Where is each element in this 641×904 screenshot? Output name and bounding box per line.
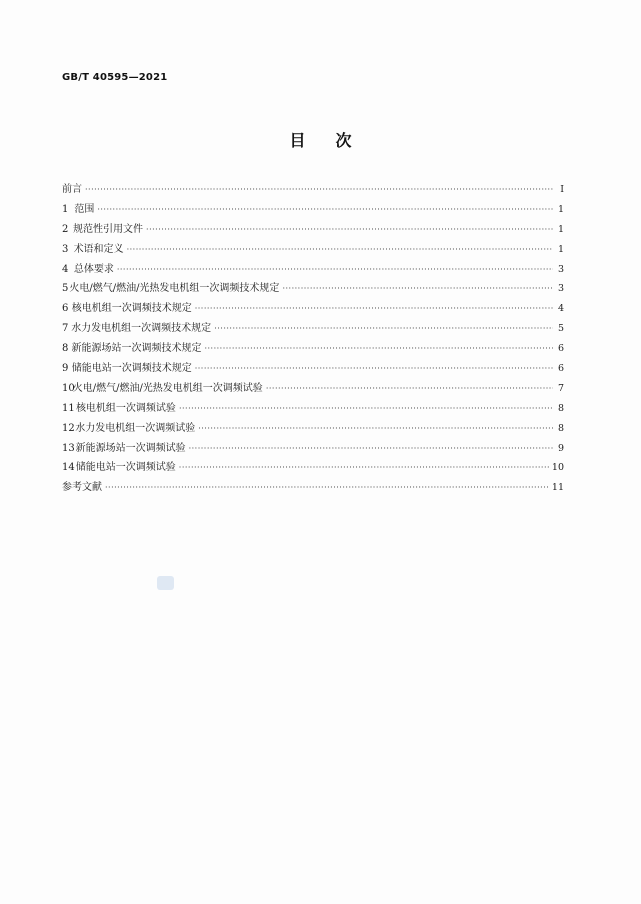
toc-entry-label: 水力发电机组一次调频技术规定 xyxy=(71,323,212,335)
toc-entry-label: 核电机组一次调频技术规定 xyxy=(71,303,192,315)
toc-leader-dots xyxy=(97,200,553,220)
toc-leader-dots xyxy=(266,379,553,399)
toc-entry-foreword[interactable] xyxy=(62,180,564,200)
toc-entry-14[interactable] xyxy=(62,458,564,478)
toc-entry-page: 1 xyxy=(557,243,564,255)
toc-entry-number: 2 xyxy=(62,223,69,235)
toc-entry-12[interactable] xyxy=(62,419,564,439)
watermark-logo-icon xyxy=(157,576,174,590)
toc-entry-page: I xyxy=(560,184,564,195)
toc-entry-label: 水力发电机组一次调频试验 xyxy=(75,422,196,434)
toc-entry-page: 5 xyxy=(557,323,564,335)
toc-entry-bibliography[interactable] xyxy=(62,478,564,498)
toc-leader-dots xyxy=(127,240,553,260)
toc-entry-number: 6 xyxy=(62,303,69,315)
toc-leader-dots xyxy=(179,399,553,419)
toc-entry-label: 火电/燃气/燃油/光热发电机组一次调频技术规定 xyxy=(69,283,280,295)
toc-entry-page: 3 xyxy=(557,283,564,295)
toc-heading-char-2: 次 xyxy=(335,131,352,150)
toc-entry-number: 10 xyxy=(62,382,75,394)
toc-entry-number: 14 xyxy=(62,462,75,474)
toc-leader-dots xyxy=(117,260,553,280)
toc-entry-label: 新能源场站一次调频试验 xyxy=(75,442,186,454)
toc-entry-label: 总体要求 xyxy=(73,263,114,275)
toc-entry-page: 9 xyxy=(557,442,564,454)
toc-entry-number: 11 xyxy=(62,402,75,414)
toc-leader-dots xyxy=(204,339,553,359)
toc-entry-number: 13 xyxy=(62,442,75,454)
toc-leader-dots xyxy=(198,419,553,439)
toc-entry-label: 新能源场站一次调频技术规定 xyxy=(71,343,202,355)
toc-entry-page: 10 xyxy=(551,462,564,474)
toc-leader-dots xyxy=(282,279,553,299)
toc-leader-dots xyxy=(214,319,553,339)
toc-entry-page: 1 xyxy=(557,223,564,235)
toc-entry-6[interactable] xyxy=(62,299,564,319)
toc-leader-dots xyxy=(85,180,553,200)
toc-entry-number: 3 xyxy=(62,243,69,255)
toc-entry-9[interactable] xyxy=(62,359,564,379)
toc-entry-number: 1 xyxy=(62,203,69,215)
toc-heading xyxy=(0,128,641,151)
toc-entry-number: 7 xyxy=(62,323,69,335)
toc-entry-3[interactable] xyxy=(62,240,564,260)
toc-entry-page: 8 xyxy=(557,422,564,434)
toc-entry-label: 参考文献 xyxy=(62,482,102,494)
toc-entry-page: 6 xyxy=(557,363,564,375)
toc-entry-label: 前言 xyxy=(62,184,82,195)
toc-entry-label: 范围 xyxy=(74,203,95,215)
toc-entry-10[interactable] xyxy=(62,379,564,399)
standard-code: GB/T 40595—2021 xyxy=(62,72,168,83)
toc-entry-number: 5 xyxy=(62,283,69,295)
toc-entry-13[interactable] xyxy=(62,439,564,459)
toc-entry-number: 8 xyxy=(62,343,69,355)
toc-entry-number: 12 xyxy=(62,422,75,434)
toc-entry-label: 储能电站一次调频技术规定 xyxy=(71,363,192,375)
toc-entry-page: 4 xyxy=(557,303,564,315)
toc-entry-page: 6 xyxy=(557,343,564,355)
toc-entry-4[interactable] xyxy=(62,260,564,280)
toc-entry-5[interactable] xyxy=(62,279,564,299)
toc-entry-page: 11 xyxy=(551,482,564,494)
table-of-contents xyxy=(62,180,564,498)
toc-leader-dots xyxy=(179,458,549,478)
toc-entry-2[interactable] xyxy=(62,220,564,240)
toc-entry-7[interactable] xyxy=(62,319,564,339)
toc-entry-8[interactable] xyxy=(62,339,564,359)
toc-entry-page: 8 xyxy=(557,402,564,414)
toc-leader-dots xyxy=(146,220,553,240)
toc-entry-label: 术语和定义 xyxy=(73,243,124,255)
toc-leader-dots xyxy=(195,359,553,379)
toc-entry-label: 储能电站一次调频试验 xyxy=(75,462,176,474)
toc-entry-label: 规范性引用文件 xyxy=(73,223,144,235)
toc-entry-page: 1 xyxy=(557,203,564,215)
toc-leader-dots xyxy=(195,299,553,319)
toc-entry-number: 4 xyxy=(62,263,69,275)
toc-entry-page: 3 xyxy=(557,263,564,275)
toc-leader-dots xyxy=(105,478,549,498)
toc-entry-number: 9 xyxy=(62,363,69,375)
toc-entry-label: 核电机组一次调频试验 xyxy=(75,402,176,414)
toc-leader-dots xyxy=(189,439,553,459)
toc-heading-char-1: 目 xyxy=(289,131,306,150)
toc-entry-label: 火电/燃气/燃油/光热发电机组一次调频试验 xyxy=(72,382,263,394)
toc-entry-11[interactable] xyxy=(62,399,564,419)
toc-entry-page: 7 xyxy=(557,382,564,394)
toc-entry-1[interactable] xyxy=(62,200,564,220)
